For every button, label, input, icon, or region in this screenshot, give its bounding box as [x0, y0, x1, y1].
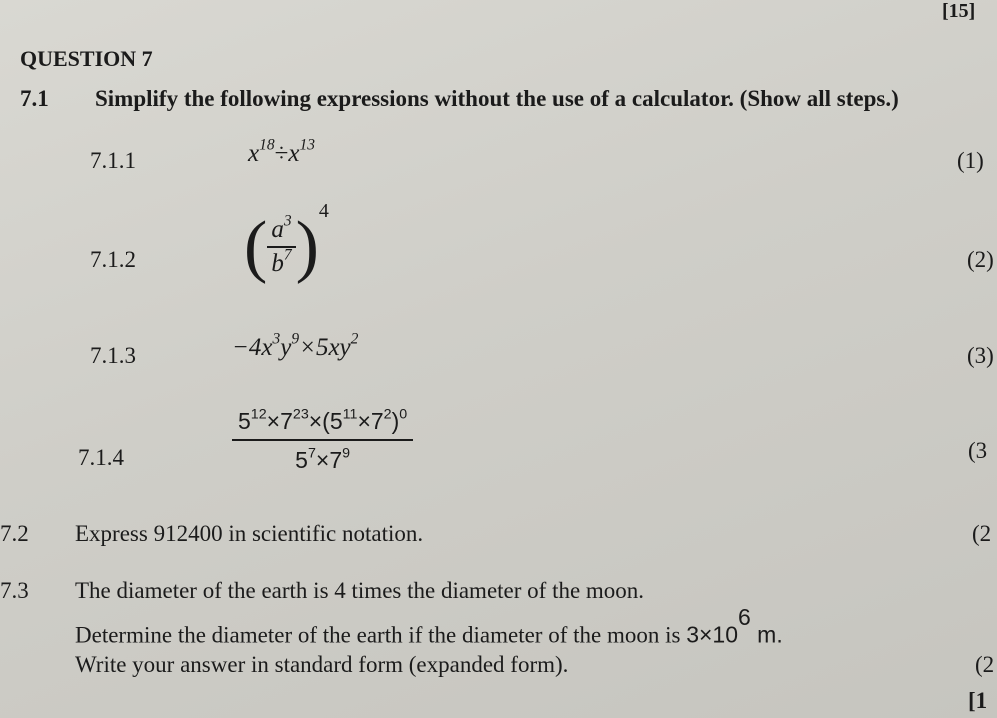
- item-7-1-3-number: 7.1.3: [90, 343, 136, 368]
- item-7-1-3-marks: (3): [967, 343, 994, 368]
- item-7-1-1-expression: $x^{18}\div x^{13}$: [248, 136, 315, 167]
- q7-1-instruction: Simplify the following expressions without the use of a calculator. (Show all steps.): [95, 86, 899, 111]
- q7-3-line2: Determine the diameter of the earth if the diameter of the moon is $3\times 10^6$ m.: [75, 604, 783, 648]
- item-7-1-3-expression: $-4x^3y^9\times 5xy^2$: [232, 330, 359, 361]
- item-7-1-1-marks: (1): [957, 148, 984, 173]
- q7-3-line3: Write your answer in standard form (expanded form).: [75, 652, 569, 677]
- item-7-1-4-number: 7.1.4: [78, 445, 124, 470]
- question-heading: QUESTION 7: [20, 46, 153, 71]
- item-7-1-4-expression: $\frac{5^{12}\times 7^{23}\times(5^{11}\times 7^2)^0}{5^7\times 7^9}$: [232, 408, 413, 474]
- q7-2-number: 7.2: [0, 521, 29, 546]
- item-7-1-1-number: 7.1.1: [90, 148, 136, 173]
- item-7-1-2-number: 7.1.2: [90, 247, 136, 272]
- q7-2-text: Express 912400 in scientific notation.: [75, 521, 424, 546]
- q7-3-marks: (2: [975, 652, 995, 677]
- q7-3-total-marks: [1: [968, 688, 988, 713]
- q7-3-line1: The diameter of the earth is 4 times the diameter of the moon.: [75, 578, 645, 603]
- item-7-1-4-marks: (3: [968, 438, 988, 463]
- item-7-1-2-expression: ( $\frac{a^3}{b^7}$ )$^4$: [244, 200, 329, 286]
- item-7-1-2-marks: (2): [967, 247, 994, 272]
- q7-1-number: 7.1: [20, 86, 49, 111]
- q7-3-number: 7.3: [0, 578, 29, 603]
- q7-2-marks: (2: [972, 521, 992, 546]
- total-marks: [15]: [942, 0, 976, 22]
